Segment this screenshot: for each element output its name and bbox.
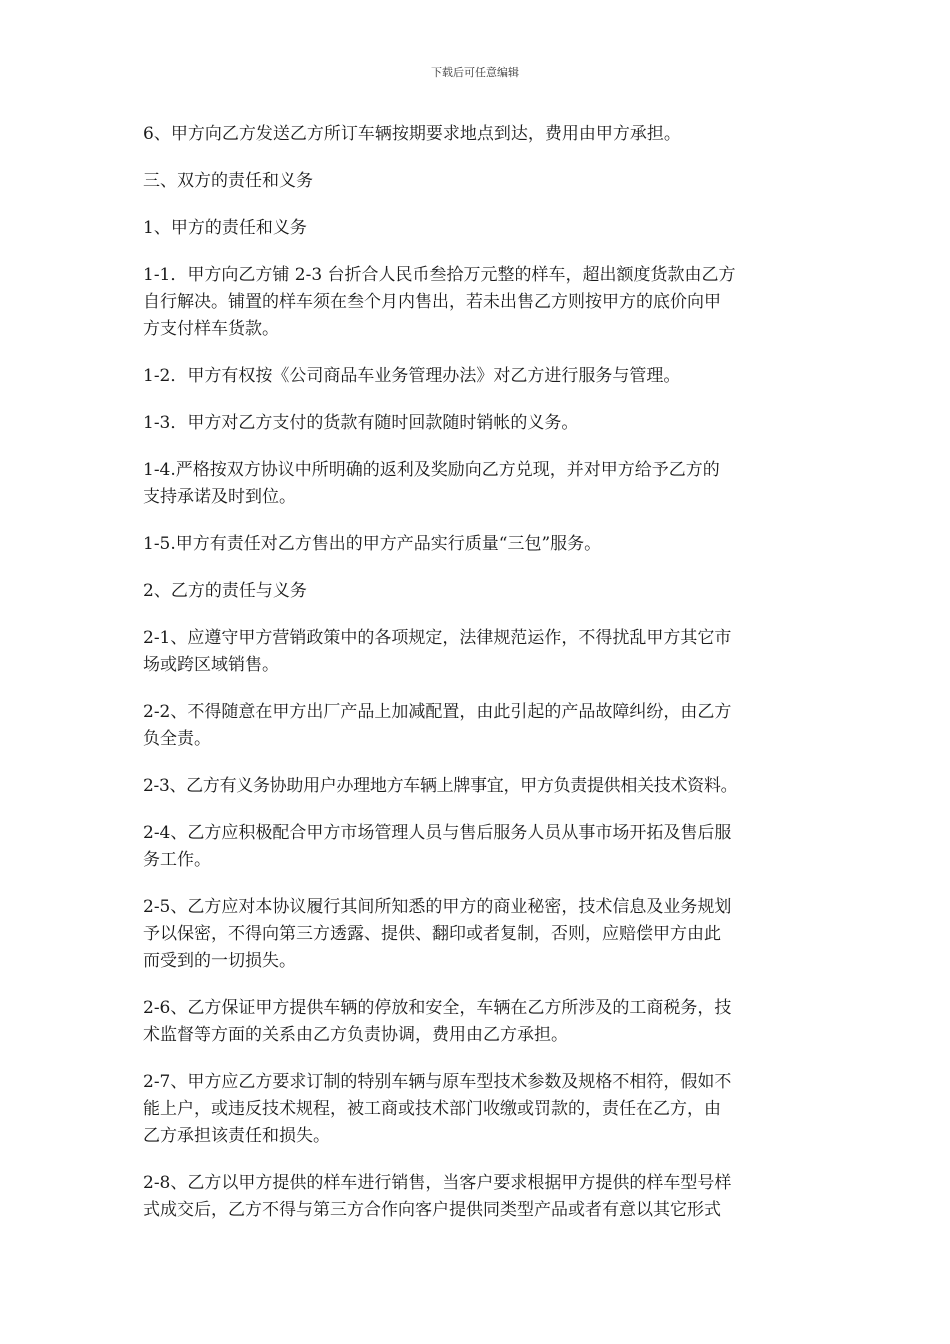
clause-2-4: 2-4、乙方应积极配合甲方市场管理人员与售后服务人员从事市场开拓及售后服 务工作。 (143, 823, 732, 870)
subsection-heading-party-b: 2、乙方的责任与义务 (143, 581, 307, 601)
clause-1-5: 1-5.甲方有责任对乙方售出的甲方产品实行质量“三包”服务。 (143, 534, 602, 554)
clause-1-1: 1-1．甲方向乙方铺 2-3 台折合人民币叁拾万元整的样车，超出额度货款由乙方 自行解决。铺置的样车须在叁个月内售出，若未出售乙方则按甲方的底价向甲 方支付样车货款。 (143, 265, 736, 339)
clause-2-8: 2-8、乙方以甲方提供的样车进行销售，当客户要求根据甲方提供的样车型号样 式成交后，乙方不得与第三方合作向客户提供同类型产品或者有意以其它形式 (143, 1173, 732, 1220)
page-header: 下载后可任意编辑 (431, 66, 519, 79)
section-heading-responsibilities: 三、双方的责任和义务 (143, 171, 313, 191)
clause-2-1: 2-1、应遵守甲方营销政策中的各项规定，法律规范运作，不得扰乱甲方其它市 场或跨区域销售。 (143, 628, 732, 675)
subsection-heading-party-a: 1、甲方的责任和义务 (143, 218, 307, 238)
clause-2-2: 2-2、不得随意在甲方出厂产品上加减配置，由此引起的产品故障纠纷，由乙方 负全责。 (143, 702, 732, 749)
document-body (143, 121, 823, 1244)
clause-1-2: 1-2．甲方有权按《公司商品车业务管理办法》对乙方进行服务与管理。 (143, 366, 681, 386)
clause-2-3: 2-3、乙方有义务协助用户办理地方车辆上牌事宜，甲方负责提供相关技术资料。 (143, 776, 738, 796)
clause-2-6: 2-6、乙方保证甲方提供车辆的停放和安全，车辆在乙方所涉及的工商税务，技 术监督等方面的关系由乙方负责协调，费用由乙方承担。 (143, 998, 732, 1045)
clause-1-3: 1-3．甲方对乙方支付的货款有随时回款随时销帐的义务。 (143, 413, 579, 433)
clause-2-7: 2-7、甲方应乙方要求订制的特别车辆与原车型技术参数及规格不相符，假如不 能上户，或违反技术规程，被工商或技术部门收缴或罚款的，责任在乙方，由 乙方承担该责任和损失。 (143, 1072, 732, 1146)
clause-1-4: 1-4.严格按双方协议中所明确的返利及奖励向乙方兑现，并对甲方给予乙方的 支持承诺及时到位。 (143, 460, 720, 507)
paragraph-6-delivery: 6、甲方向乙方发送乙方所订车辆按期要求地点到达，费用由甲方承担。 (143, 124, 681, 144)
clause-2-5: 2-5、乙方应对本协议履行其间所知悉的甲方的商业秘密，技术信息及业务规划 予以保密，不得向第三方透露、提供、翻印或者复制，否则，应赔偿甲方由此 而受到的一切损失。 (143, 897, 732, 971)
